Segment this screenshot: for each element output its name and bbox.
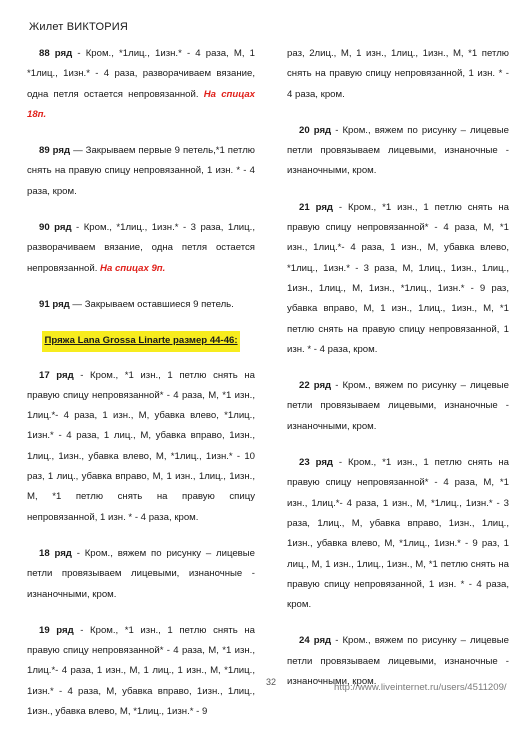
row-text: - Кром., *1 изн., 1 петлю снять на правую спицу непровязанной* - 4 раза, М, *1 изн., 1лиц.*- 4 раза, 1 изн., М, убавка влево, *1лиц., 1изн.* - 3 раза, М, 1лиц., 1изн., 1лиц., 1изн., 1лиц., М, 1изн., *1лиц., 1изн.* - 9 раз, убавка вправо, М, 1 изн., 1лиц., 1изн., М, *1 петлю снять на правую спицу непровязанной, 1 изн. * - 4 раза, кром. (287, 201, 509, 355)
row-text: раз, 2лиц., М, 1 изн., 1лиц., 1изн., М, *1 петлю снять на правую спицу непровязанной, 1 изн. * - 4 раза, кром. (287, 48, 509, 100)
row-text: - Кром., *1 изн., 1 петлю снять на правую спицу непровязанной* - 4 раза, М, *1 изн., 1лиц.*- 4 раза, 1 изн., М, 1 лиц., 1 изн., М, *1лиц., 1изн.* - 4 раза, М, убавка вправо, 1изн., 1лиц., 1изн., убавка влево, М, *1лиц., 1изн.* - 9 (27, 624, 255, 718)
row-label: 20 ряд (299, 124, 332, 136)
row-label: 17 ряд (39, 369, 74, 381)
row-89-paragraph (27, 141, 255, 202)
row-label: 18 ряд (39, 547, 72, 559)
right-column (287, 44, 509, 708)
row-text: — Закрываем первые 9 петель,*1 петлю снять на правую спицу непровязанной, 1 изн. * - 4 раза, кром. (27, 145, 255, 197)
row-label: 19 ряд (39, 624, 74, 636)
yarn-size-heading: Пряжа Lana Grossa Linarte размер 44-46: (42, 331, 239, 351)
row-label: 88 ряд (39, 48, 73, 59)
row-label: 21 ряд (299, 201, 334, 213)
stitch-count-note: На спицах 18п. (27, 88, 255, 120)
row-21-paragraph (287, 198, 509, 360)
row-text: - Кром., *1 изн., 1 петлю снять на правую спицу непровязанной* - 4 раза, М, *1 изн., 1лиц.*- 4 раза, 1 изн., М, *1лиц., 1изн.* - 3 раза, 1лиц., М, убавка вправо, 1изн., 1лиц., 1изн., убавка влево, М, *1лиц., 1изн.* - 9 раз, 1 лиц., М, 1 изн., 1лиц., 1изн., М, *1 петлю снять на правую спицу непровязанной, 1 изн. * - 4 раза, кром. (287, 457, 509, 611)
row-91-paragraph (27, 295, 255, 315)
left-column (27, 44, 255, 738)
row-label: 91 ряд (39, 298, 70, 310)
row-90-paragraph (27, 218, 255, 279)
row-text: - Кром., *1 изн., 1 петлю снять на правую спицу непровязанной* - 4 раза, М, *1 изн., 1лиц.*- 4 раза, 1 изн., М, убавка влево, *1лиц., 1изн.* - 4 раза, 1 лиц., М, убавка вправо, 1изн., 1лиц., 1изн., убавка влево, М, *1лиц., 1изн.* - 10 раз, 1 лиц., убавка вправо, М, 1 изн., 1лиц., 1изн., М, *1 петлю снять на правую спицу непровязанной, 1 изн. * - 4 раза, кром. (27, 369, 255, 523)
row-label: 23 ряд (299, 457, 334, 469)
row-text: - Кром., вяжем по рисунку – лицевые петли провязываем лицевыми, изнаночные - изнаночными, кром. (287, 635, 509, 688)
row-19-paragraph (27, 621, 255, 722)
row-label: 89 ряд (39, 145, 71, 157)
row-text: - Кром., *1лиц., 1изн.* - 3 раза, 1лиц., разворачиваем вязание, одна петля остается непровязанной. (27, 222, 255, 274)
row-label: 90 ряд (39, 222, 72, 234)
yarn-heading-paragraph (27, 331, 255, 351)
page-number: 32 (266, 677, 277, 687)
row-18-paragraph (27, 544, 255, 605)
stitch-count-note: На спицах 9п. (100, 262, 166, 274)
row-label: 22 ряд (299, 380, 332, 392)
row-text: - Кром., вяжем по рисунку – лицевые петли провязываем лицевыми, изнаночные - изнаночными, кром. (287, 380, 509, 432)
row-text: - Кром., вяжем по рисунку – лицевые петли провязываем лицевыми, изнаночные - изнаночными, кром. (27, 547, 255, 600)
row-text: - Кром., вяжем по рисунку – лицевые петли провязываем лицевыми, изнаночные - изнаночными, кром. (287, 124, 509, 177)
row-19-continuation (287, 44, 509, 105)
row-text: — Закрываем оставшиеся 9 петель. (69, 298, 234, 310)
row-label: 24 ряд (299, 635, 332, 647)
row-23-paragraph (287, 453, 509, 615)
row-17-paragraph (27, 366, 255, 528)
document-header: Жилет ВИКТОРИЯ (29, 21, 128, 33)
source-watermark: http://www.liveinternet.ru/users/4511209/ (334, 682, 507, 693)
row-88-paragraph (27, 44, 255, 125)
row-20-paragraph (287, 121, 509, 182)
row-22-paragraph (287, 376, 509, 437)
row-text: - Кром., *1лиц., 1изн.* - 4 раза, М, 1 *1лиц., 1изн.* - 4 раза, разворачиваем вязание, одна петля остается непровязанной. (27, 48, 255, 100)
